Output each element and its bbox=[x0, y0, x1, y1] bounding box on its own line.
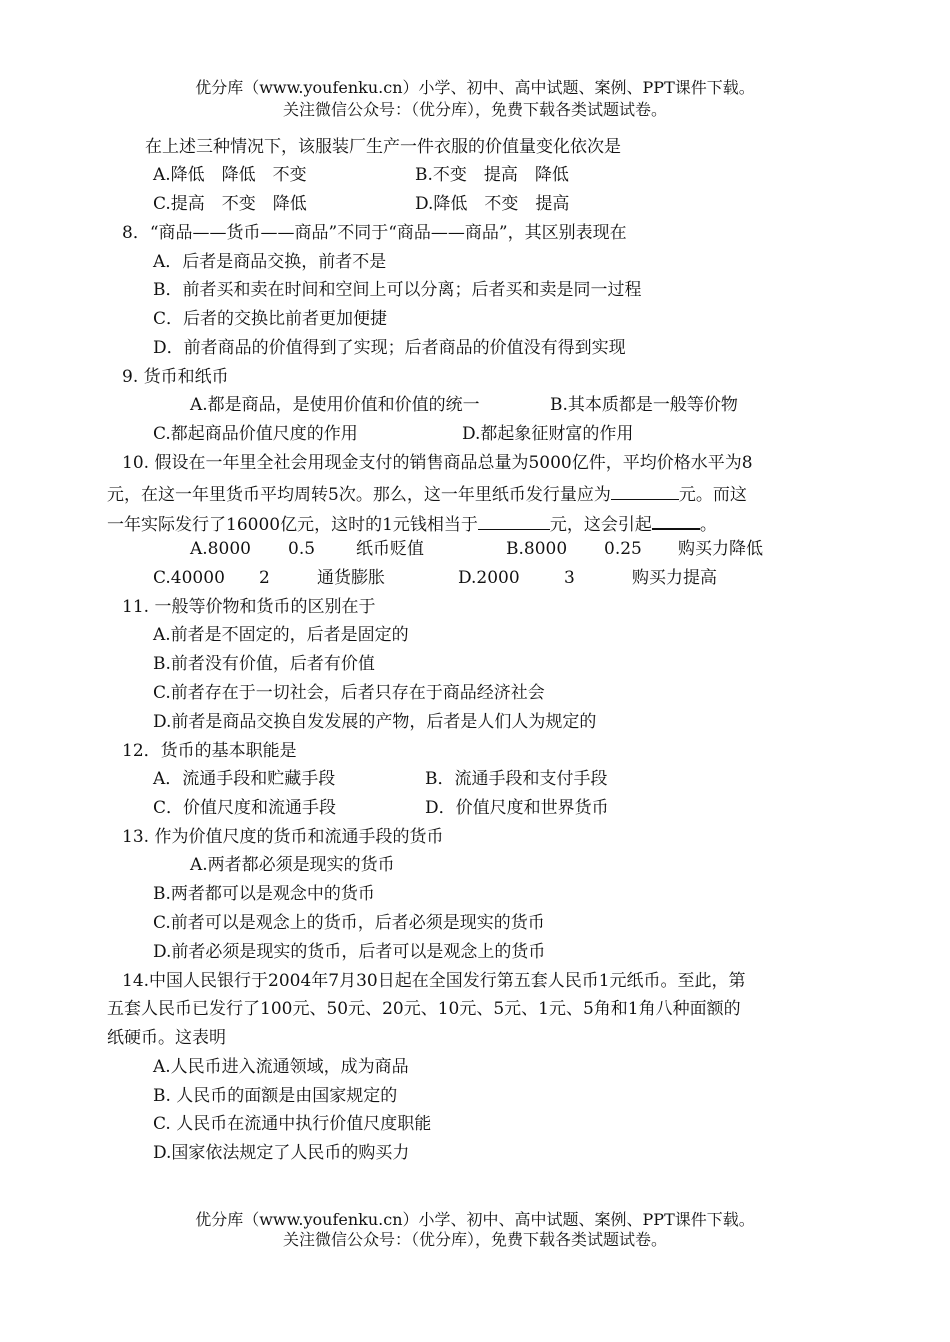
q10-line-3 bbox=[107, 510, 717, 536]
q10-option-d bbox=[458, 567, 717, 589]
q9-stem: 9. 货币和纸币 bbox=[122, 367, 229, 387]
q10-line-3-text-c: 。 bbox=[699, 515, 717, 535]
q13-stem: 13. 作为价值尺度的货币和流通手段的货币 bbox=[122, 827, 444, 847]
q9-option-c: C.都起商品价值尺度的作用 bbox=[153, 424, 358, 444]
q10-option-b-col2: 0.25 bbox=[604, 539, 642, 559]
q10-line-1: 10. 假设在一年里全社会用现金支付的销售商品总量为5000亿件，平均价格水平为8 bbox=[122, 453, 753, 473]
q13-option-a: A.两者都必须是现实的货币 bbox=[190, 855, 395, 875]
q10-option-c-col2: 2 bbox=[259, 568, 270, 588]
q10-option-c-col1: C.40000 bbox=[153, 568, 225, 588]
q7-option-b: B.不变 提高 降低 bbox=[415, 165, 569, 185]
q10-line-2-text-b: 元。而这 bbox=[678, 485, 747, 505]
answer-blank bbox=[611, 481, 679, 500]
header-line-2: 关注微信公众号：（优分库），免费下载各类试题试卷。 bbox=[282, 100, 667, 119]
q10-line-2 bbox=[107, 481, 747, 506]
q7-stem: 在上述三种情况下，该服装厂生产一件衣服的价值量变化依次是 bbox=[145, 137, 621, 157]
q13-option-b: B.两者都可以是观念中的货币 bbox=[153, 884, 375, 904]
q14-option-d: D.国家依法规定了人民币的购买力 bbox=[153, 1143, 410, 1163]
q10-option-b-col3: 购买力降低 bbox=[678, 539, 763, 559]
q14-option-c: C. 人民币在流通中执行价值尺度职能 bbox=[153, 1114, 432, 1134]
answer-blank bbox=[652, 510, 700, 530]
q10-option-a-col2: 0.5 bbox=[288, 539, 316, 559]
q13-option-c: C.前者可以是观念上的货币，后者必须是现实的货币 bbox=[153, 913, 545, 933]
q9-option-b: B.其本质都是一般等价物 bbox=[550, 395, 738, 415]
q10-option-b bbox=[506, 538, 763, 560]
q9-option-a: A.都是商品，是使用价值和价值的统一 bbox=[190, 395, 480, 415]
q14-option-b: B. 人民币的面额是由国家规定的 bbox=[153, 1086, 398, 1106]
q10-option-d-col3: 购买力提高 bbox=[632, 568, 717, 588]
q11-option-b: B.前者没有价值，后者有价值 bbox=[153, 654, 375, 674]
q10-line-3-text-b: 元，这会引起 bbox=[549, 515, 652, 535]
q11-option-c: C.前者存在于一切社会，后者只存在于商品经济社会 bbox=[153, 683, 545, 703]
q8-option-c: C．后者的交换比前者更加便捷 bbox=[153, 309, 388, 329]
q10-option-a bbox=[190, 538, 424, 560]
q13-option-d: D.前者必须是现实的货币，后者可以是观念上的货币 bbox=[153, 942, 546, 962]
q14-option-a: A.人民币进入流通领域，成为商品 bbox=[153, 1057, 409, 1077]
q12-option-c: C．价值尺度和流通手段 bbox=[153, 798, 337, 818]
q12-option-b: B．流通手段和支付手段 bbox=[425, 769, 608, 789]
q11-option-d: D.前者是商品交换自发发展的产物，后者是人们人为规定的 bbox=[153, 712, 597, 732]
q12-option-d: D．价值尺度和世界货币 bbox=[425, 798, 609, 818]
q8-stem: 8．“商品——货币——商品”不同于“商品——商品”，其区别表现在 bbox=[122, 223, 627, 243]
q7-option-c: C.提高 不变 降低 bbox=[153, 194, 307, 214]
answer-blank bbox=[478, 511, 550, 530]
q14-line-2: 五套人民币已发行了100元、50元、20元、10元、5元、1元、5角和1角八种面额的 bbox=[107, 999, 741, 1019]
q8-option-b: B．前者买和卖在时间和空间上可以分离；后者买和卖是同一过程 bbox=[153, 280, 642, 300]
q10-option-b-col1: B.8000 bbox=[506, 539, 568, 559]
q11-option-a: A.前者是不固定的，后者是固定的 bbox=[153, 625, 409, 645]
q10-line-3-text-a: 一年实际发行了16000亿元，这时的1元钱相当于 bbox=[107, 515, 478, 535]
q10-line-2-text-a: 元，在这一年里货币平均周转5次。那么，这一年里纸币发行量应为 bbox=[107, 485, 611, 505]
q8-option-a: A．后者是商品交换，前者不是 bbox=[153, 252, 387, 272]
q12-option-a: A．流通手段和贮藏手段 bbox=[153, 769, 336, 789]
q10-option-a-col1: A.8000 bbox=[190, 539, 251, 559]
q10-option-a-col3: 纸币贬值 bbox=[356, 539, 424, 559]
q7-option-d: D.降低 不变 提高 bbox=[415, 194, 570, 214]
q7-option-a: A.降低 降低 不变 bbox=[153, 165, 307, 185]
header-line-1: 优分库（www.youfenku.cn）小学、初中、高中试题、案例、PPT课件下载。 bbox=[195, 78, 755, 97]
q10-option-d-col2: 3 bbox=[564, 568, 575, 588]
q12-stem: 12．货币的基本职能是 bbox=[122, 741, 297, 761]
q10-option-c-col3: 通货膨胀 bbox=[317, 568, 385, 588]
footer-line-1: 优分库（www.youfenku.cn）小学、初中、高中试题、案例、PPT课件下载。 bbox=[195, 1210, 755, 1229]
q10-option-c bbox=[153, 567, 385, 589]
q14-line-3: 纸硬币。这表明 bbox=[107, 1028, 226, 1048]
q9-option-d: D.都起象征财富的作用 bbox=[462, 424, 634, 444]
q14-line-1: 14.中国人民银行于2004年7月30日起在全国发行第五套人民币1元纸币。至此，第 bbox=[122, 971, 746, 991]
q10-option-d-col1: D.2000 bbox=[458, 568, 520, 588]
footer-line-2: 关注微信公众号：（优分库），免费下载各类试题试卷。 bbox=[282, 1230, 667, 1249]
q8-option-d: D．前者商品的价值得到了实现；后者商品的价值没有得到实现 bbox=[153, 338, 626, 358]
q11-stem: 11. 一般等价物和货币的区别在于 bbox=[122, 597, 376, 617]
